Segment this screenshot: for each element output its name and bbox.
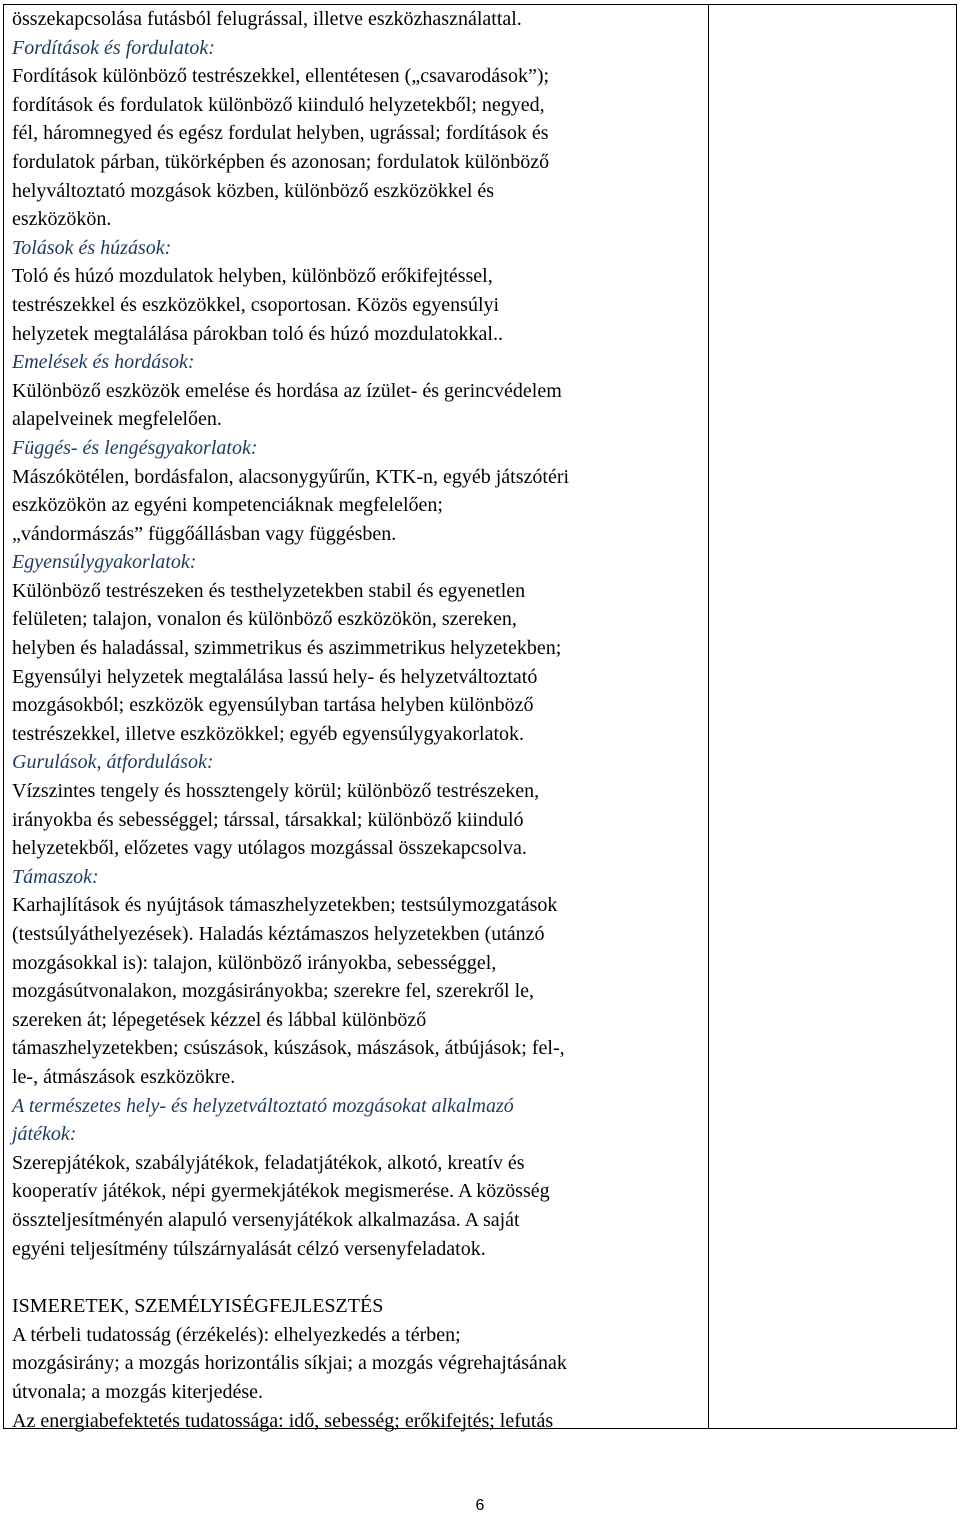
section-heading: Tolások és húzások: xyxy=(12,236,172,259)
text-line: Különböző testrészeken és testhelyzetekben stabil és egyenetlen xyxy=(12,579,526,602)
text-line: Vízszintes tengely és hossztengely körül; különböző testrészeken, xyxy=(12,780,540,803)
text-line: helyváltoztató mozgások közben, különböző eszközökkel és xyxy=(12,179,495,202)
text-line: A térbeli tudatosság (érzékelés): elhelyezkedés a térben; xyxy=(12,1323,461,1346)
right-empty-cell xyxy=(709,5,956,1428)
text-line: egyéni teljesítmény túlszárnyalását célzó versenyfeladatok. xyxy=(12,1237,486,1260)
section-heading: Függés- és lengésgyakorlatok: xyxy=(12,436,258,459)
text-line: szereken át; lépegetések kézzel és lábbal különböző xyxy=(12,1008,427,1031)
text-line: alapelveinek megfelelően. xyxy=(12,408,222,431)
text-line: mozgásokkal is): talajon, különböző irányokba, sebességgel, xyxy=(12,951,497,974)
text-line: helyben és haladással, szimmetrikus és aszimmetrikus helyzetekben; xyxy=(12,637,562,660)
section-heading: játékok: xyxy=(12,1123,77,1146)
text-line: Egyensúlyi helyzetek megtalálása lassú hely- és helyzetváltoztató xyxy=(12,665,538,688)
text-line: eszközökön az egyéni kompetenciáknak megfelelően; xyxy=(12,494,443,517)
content-table xyxy=(3,4,957,1432)
page-number: 6 xyxy=(475,1497,485,1514)
section-heading: Gurulások, átfordulások: xyxy=(12,751,214,774)
text-line: Karhajlítások és nyújtások támaszhelyzetekben; testsúlymozgatások xyxy=(12,894,558,917)
text-line: fél, háromnegyed és egész fordulat helyben, ugrással; fordítások és xyxy=(12,122,549,145)
text-line: le-, átmászások eszközökre. xyxy=(12,1065,236,1088)
section-heading: Egyensúlygyakorlatok: xyxy=(12,551,197,574)
section-heading: Fordítások és fordulatok: xyxy=(12,36,215,59)
text-line: (testsúlyáthelyezések). Haladás kéztámaszos helyzetekben (utánzó xyxy=(12,923,545,945)
text-line: mozgásirány; a mozgás horizontális síkjai; a mozgás végrehajtásának xyxy=(12,1352,567,1375)
text-line: irányokba és sebességgel; társsal, társakkal; különböző kiinduló xyxy=(12,808,524,831)
text-line: kooperatív játékok, népi gyermekjátékok megismerése. A közösség xyxy=(12,1180,550,1203)
text-line: Szerepjátékok, szabályjátékok, feladatjátékok, alkotó, kreatív és xyxy=(12,1151,525,1174)
text-line: ISMERETEK, SZEMÉLYISÉGFEJLESZTÉS xyxy=(12,1295,384,1318)
text-line: útvonala; a mozgás kiterjedése. xyxy=(12,1380,264,1403)
blank-line xyxy=(12,1263,708,1292)
text-line: Az energiabefektetés tudatossága: idő, sebesség; erőkifejtés; lefutás xyxy=(12,1409,554,1432)
section-heading: A természetes hely- és helyzetváltoztató mozgásokat alkalmazó xyxy=(12,1094,514,1117)
text-line: Különböző eszközök emelése és hordása az ízület- és gerincvédelem xyxy=(12,379,562,402)
text-line: testrészekkel, illetve eszközökkel; egyéb egyensúlygyakorlatok. xyxy=(12,722,525,745)
text-line: Toló és húzó mozdulatok helyben, különböző erőkifejtéssel, xyxy=(12,265,493,288)
left-text-cell xyxy=(12,5,708,1435)
text-line: összekapcsolása futásból felugrással, illetve eszközhasználattal. xyxy=(12,8,522,30)
text-line: felületen; talajon, vonalon és különböző eszközökön, szereken, xyxy=(12,608,517,631)
text-line: összteljesítményén alapuló versenyjátékok alkalmazása. A saját xyxy=(12,1208,520,1231)
section-heading: Támaszok: xyxy=(12,865,99,888)
text-line: mozgásútvonalakon, mozgásirányokba; szerekre fel, szerekről le, xyxy=(12,980,535,1003)
section-heading: Emelések és hordások: xyxy=(12,351,195,374)
text-line: támaszhelyzetekben; csúszások, kúszások, mászások, átbújások; fel-, xyxy=(12,1037,565,1060)
text-line: eszközökön. xyxy=(12,208,112,231)
text-line: mozgásokból; eszközök egyensúlyban tartása helyben különböző xyxy=(12,694,534,717)
text-line: helyzetek megtalálása párokban toló és húzó mozdulatokkal.. xyxy=(12,322,503,345)
text-line: Mászókötélen, bordásfalon, alacsonygyűrűn, KTK-n, egyéb játszótéri xyxy=(12,465,570,488)
text-line: Fordítások különböző testrészekkel, ellentétesen („csavarodások”); xyxy=(12,65,550,88)
text-line: helyzetekből, előzetes vagy utólagos mozgással összekapcsolva. xyxy=(12,837,527,860)
text-line: fordulatok párban, tükörképben és azonosan; fordulatok különböző xyxy=(12,150,550,173)
text-line: „vándormászás” függőállásban vagy függésben. xyxy=(12,522,397,545)
text-line: testrészekkel és eszközökkel, csoportosan. Közös egyensúlyi xyxy=(12,293,500,316)
text-line: fordítások és fordulatok különböző kiinduló helyzetekből; negyed, xyxy=(12,93,545,116)
